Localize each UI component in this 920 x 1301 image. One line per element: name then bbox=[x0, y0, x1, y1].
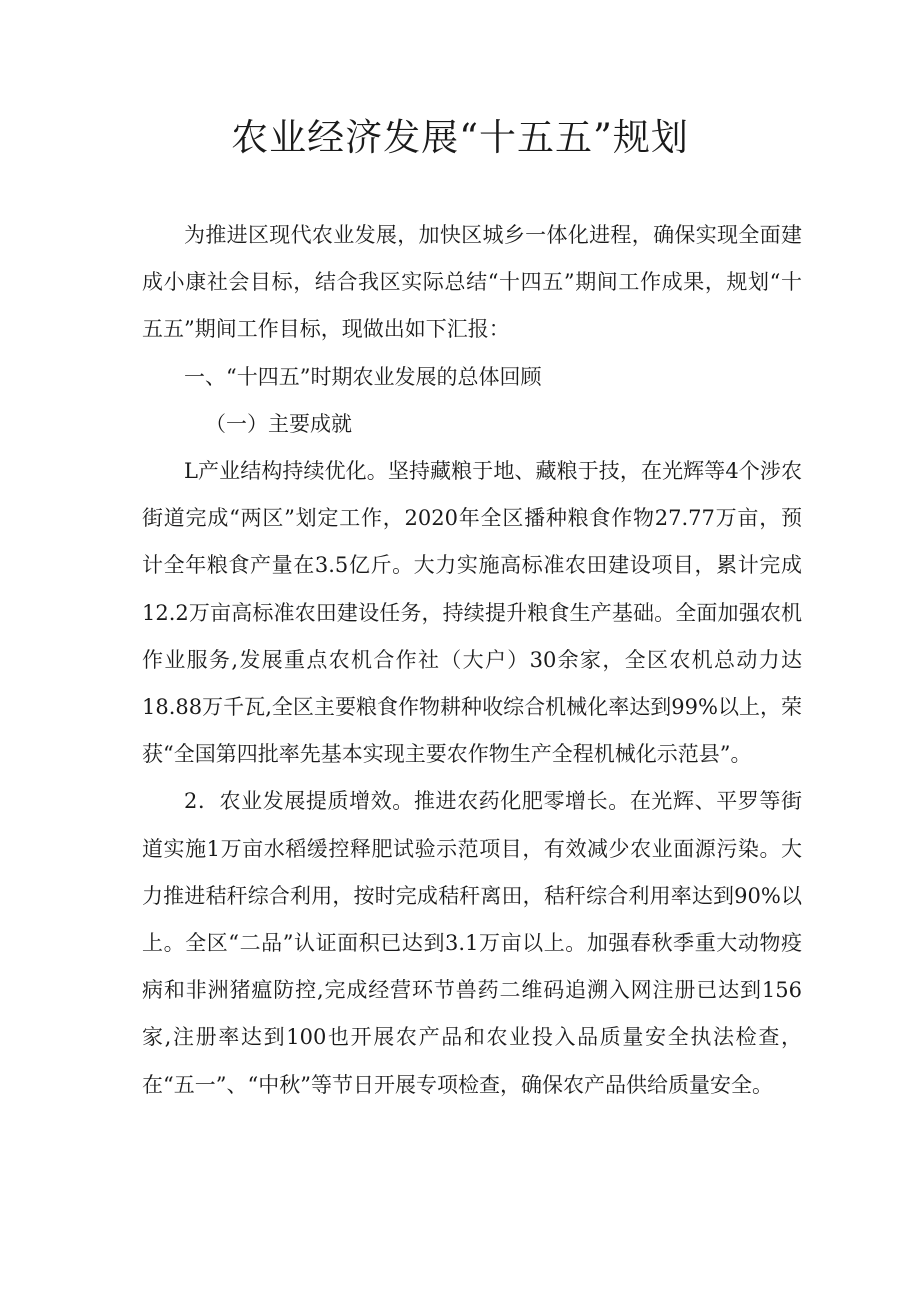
section-heading: 一、“十四五”时期农业发展的总体回顾 bbox=[184, 364, 542, 389]
subsection-heading: （一）主要成就 bbox=[205, 411, 352, 436]
paragraph-quality-efficiency: 2．农业发展提质增效。推进农药化肥零增长。在光辉、平罗等街道实施1万亩水稻缓控释肥试验示范项目，有效减少农业面源污染。大力推进秸秆综合利用，按时完成秸秆离田，秸秆综合利用率达到90%以上。全区“二品”认证面积已达到3.1万亩以上。加强春秋季重大动物疫病和非洲猪瘟防控,完成经营环节兽药二维码追溯入网注册已达到156家,注册率达到100也开展农产品和农业投入品质量安全执法检查，在“五一”、“中秋”等节日开展专项检查，确保农产品供给质量安全。 bbox=[142, 789, 802, 1097]
document-title: 农业经济发展“十五五”规划 bbox=[231, 116, 689, 159]
intro-paragraph: 为推进区现代农业发展，加快区城乡一体化进程，确保实现全面建成小康社会目标，结合我区实际总结“十四五”期间工作成果，规划“十五五”期间工作目标，现做出如下汇报： bbox=[142, 223, 802, 342]
document-body bbox=[142, 212, 802, 1109]
paragraph-industry-structure: L产业结构持续优化。坚持藏粮于地、藏粮于技，在光辉等4个涉农街道完成“两区”划定工作，2020年全区播种粮食作物27.77万亩，预计全年粮食产量在3.5亿斤。大力实施高标准农田建设项目，累计完成12.2万亩高标准农田建设任务，持续提升粮食生产基础。全面加强农机作业服务,发展重点农机合作社（大户）30余家，全区农机总动力达18.88万千瓦,全区主要粮食作物耕种收综合机械化率达到99%以上，荣获“全国第四批率先基本实现主要农作物生产全程机械化示范县”。 bbox=[142, 459, 802, 767]
